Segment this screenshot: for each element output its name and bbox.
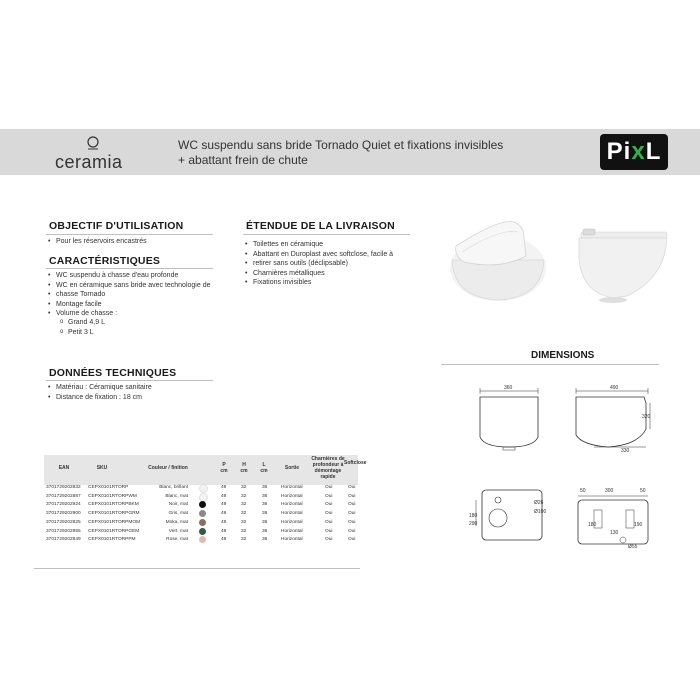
list-item: • WC en céramique sans bride avec technologie de xyxy=(46,281,221,291)
section-divider xyxy=(46,268,213,269)
table-cell-softclose: Oui xyxy=(348,537,356,543)
table-cell-sortie: Horizontal xyxy=(281,528,303,534)
col-header-sortie: Sortie xyxy=(284,465,300,471)
diagram-rear-view xyxy=(468,482,553,552)
section-title-objectif: OBJECTIF D'UTILISATION xyxy=(49,220,184,232)
dimensions-title: DIMENSIONS xyxy=(531,350,595,361)
table-cell-h: 32 xyxy=(241,519,247,525)
dim-label: 320 xyxy=(642,414,651,420)
table-cell-charnieres: Oui xyxy=(325,511,333,517)
table-cell-charnieres: Oui xyxy=(325,493,333,499)
table-cell-charnieres: Oui xyxy=(325,502,333,508)
list-item: • Montage facile xyxy=(46,300,221,310)
table-cell-h: 32 xyxy=(241,493,247,499)
table-cell-sortie: Horizontal xyxy=(281,537,303,543)
list-item: • Fixations invisibles xyxy=(243,278,413,288)
table-cell-softclose: Oui xyxy=(348,528,356,534)
dim-label: 180 xyxy=(469,513,478,519)
table-cell-l: 36 xyxy=(262,519,268,525)
table-cell-ean: 3701729202825 xyxy=(46,519,81,525)
table-cell-sku: CEPX0101RTORPWM xyxy=(88,493,137,499)
col-header-l-label: L xyxy=(262,462,266,468)
table-cell-softclose: Oui xyxy=(348,485,356,490)
table-cell-p: 49 xyxy=(221,528,227,534)
diagram-top-view xyxy=(568,482,658,552)
section-divider xyxy=(243,234,410,235)
table-cell-h: 32 xyxy=(241,528,247,534)
dim-label: 490 xyxy=(610,385,619,391)
color-swatch xyxy=(199,519,206,526)
list-item-text: retirer sans outils (déclipsable) xyxy=(253,260,348,267)
col-header-charnieres xyxy=(310,456,346,480)
table-cell-ean: 3701729202887 xyxy=(46,493,81,499)
color-swatch xyxy=(199,528,206,535)
dim-label: 130 xyxy=(610,530,619,536)
table-cell-couleur: Moka, mat xyxy=(165,519,188,525)
col-header-charnieres-line: profondeur à xyxy=(312,462,344,468)
table-cell-p: 49 xyxy=(221,485,227,490)
table-cell-sku: CEPX0101RTORPGRM xyxy=(88,511,140,517)
table-cell-couleur: Noir, mat xyxy=(168,502,188,508)
table-cell-couleur: Vert, mat xyxy=(168,528,188,534)
sub-list-item: o Petit 3 L xyxy=(46,328,216,338)
table-cell-ean: 3701729202955 xyxy=(46,528,81,534)
table-cell-couleur: Blanc, brillant xyxy=(159,485,188,490)
table-cell-l: 36 xyxy=(262,493,268,499)
table-cell-p: 49 xyxy=(221,493,227,499)
section-title-etendue: ÉTENDUE DE LA LIVRAISON xyxy=(246,220,395,232)
dim-label: Ø100 xyxy=(534,509,547,515)
col-header-softclose: Softclose xyxy=(344,460,367,466)
table-cell-l: 36 xyxy=(262,502,268,508)
list-item: • Pour les réservoirs encastrés xyxy=(46,237,216,247)
caracteristiques-list xyxy=(46,271,221,319)
color-swatch xyxy=(199,493,208,502)
table-cell-sku: CEPX0101RTORP xyxy=(88,485,129,490)
section-divider xyxy=(46,380,213,381)
section-divider xyxy=(46,234,213,235)
product-title-line2: + abattant frein de chute xyxy=(178,153,308,167)
table-cell-sortie: Horizontal xyxy=(281,519,303,525)
table-cell-couleur: Blanc, mat xyxy=(165,493,188,499)
table-cell-p: 49 xyxy=(221,537,227,543)
table-cell-l: 36 xyxy=(262,511,268,517)
color-swatch xyxy=(199,536,206,543)
table-cell-h: 32 xyxy=(241,511,247,517)
col-header-p-label: P xyxy=(222,462,226,468)
diagram-side-view xyxy=(568,383,658,455)
table-cell-ean: 3701729202849 xyxy=(46,537,81,543)
product-photo-angle xyxy=(440,210,555,305)
table-cell-sku: CEPX0101RTORPPM xyxy=(88,537,136,543)
table-bottom-rule xyxy=(34,568,360,569)
section-title-donnees: DONNÉES TECHNIQUES xyxy=(49,367,177,379)
table-cell-sku: CEPX0101RTORPBKM xyxy=(88,502,139,508)
product-photo-side xyxy=(573,218,673,308)
objectif-list xyxy=(46,237,216,247)
dim-label: 180 xyxy=(588,522,597,528)
list-item-continued xyxy=(46,290,221,300)
product-title-line1: WC suspendu sans bride Tornado Quiet et fixations invisibles xyxy=(178,138,504,152)
table-cell-charnieres: Oui xyxy=(325,485,333,490)
dim-label: 300 xyxy=(605,488,614,494)
dim-label: 330 xyxy=(621,448,630,454)
table-cell-sortie: Horizontal xyxy=(281,485,303,490)
dim-label: 290 xyxy=(469,521,478,527)
dim-label: 190 xyxy=(634,522,643,528)
col-header-ean: EAN xyxy=(58,465,70,471)
color-swatch xyxy=(199,510,206,517)
section-title-caracteristiques: CARACTÉRISTIQUES xyxy=(49,255,161,267)
dim-label: 50 xyxy=(580,488,586,494)
list-item: • Distance de fixation : 18 cm xyxy=(46,393,216,403)
section-divider xyxy=(441,364,659,365)
col-header-l-unit: cm xyxy=(260,468,268,474)
table-cell-couleur: Gris, mat xyxy=(168,511,188,517)
list-item: • Matériau : Céramique sanitaire xyxy=(46,383,216,393)
table-cell-l: 36 xyxy=(262,528,268,534)
col-header-h-label: H xyxy=(242,462,246,468)
list-item: • Charnières métalliques xyxy=(243,269,413,279)
table-cell-sortie: Horizontal xyxy=(281,511,303,517)
dim-label: Ø26 xyxy=(534,500,544,506)
etendue-list xyxy=(243,240,413,288)
table-cell-softclose: Oui xyxy=(348,519,356,525)
list-item-text: chasse Tornado xyxy=(56,291,106,298)
table-cell-sku: CEPX0101RTORPGEM xyxy=(88,528,140,534)
list-item: • Volume de chasse : xyxy=(46,309,221,319)
table-cell-softclose: Oui xyxy=(348,493,356,499)
brand-name: ceramia xyxy=(55,152,123,172)
table-cell-softclose: Oui xyxy=(348,502,356,508)
col-header-charnieres-line: démontage xyxy=(314,468,342,474)
table-cell-sortie: Horizontal xyxy=(281,493,303,499)
table-cell-softclose: Oui xyxy=(348,511,356,517)
table-cell-l: 36 xyxy=(262,537,268,543)
table-cell-p: 49 xyxy=(221,511,227,517)
list-item: • Abattant en Duroplast avec softclose, facile à xyxy=(243,250,413,260)
table-cell-h: 32 xyxy=(241,537,247,543)
table-cell-ean: 3701729202900 xyxy=(46,511,81,517)
color-swatch xyxy=(199,484,208,493)
table-cell-h: 32 xyxy=(241,485,247,490)
col-header-h xyxy=(238,462,250,474)
col-header-sku: SKU xyxy=(96,465,108,471)
table-cell-p: 49 xyxy=(221,502,227,508)
table-cell-charnieres: Oui xyxy=(325,519,333,525)
table-cell-h: 32 xyxy=(241,502,247,508)
table-cell-couleur: Rose, mat xyxy=(166,537,188,543)
table-cell-charnieres: Oui xyxy=(325,528,333,534)
table-cell-charnieres: Oui xyxy=(325,537,333,543)
col-header-p-unit: cm xyxy=(220,468,228,474)
caracteristiques-sublist xyxy=(46,318,216,337)
col-header-p xyxy=(218,462,230,474)
table-cell-p: 49 xyxy=(221,519,227,525)
dim-label: 50 xyxy=(640,488,646,494)
diagram-front-view xyxy=(470,383,550,455)
col-header-l xyxy=(258,462,270,474)
col-header-h-unit: cm xyxy=(240,468,248,474)
table-cell-ean: 3701729202924 xyxy=(46,502,81,508)
color-swatch xyxy=(199,501,206,508)
col-header-couleur: Couleur / finition xyxy=(148,465,188,471)
col-header-charnieres-line: Charnières de xyxy=(311,456,345,462)
col-header-charnieres-line: rapide xyxy=(320,474,336,480)
table-cell-ean: 3701729202832 xyxy=(46,485,81,490)
dim-label: 360 xyxy=(504,385,513,391)
dim-label: Ø55 xyxy=(628,544,638,550)
table-cell-sku: CEPX0101RTORPMOM xyxy=(88,519,141,525)
sub-list-item: o Grand 4,9 L xyxy=(46,318,216,328)
ceramia-logo-icon xyxy=(86,136,100,150)
table-cell-sortie: Horizontal xyxy=(281,502,303,508)
table-cell-l: 36 xyxy=(262,485,268,490)
pixl-logo: PixL xyxy=(600,134,668,170)
list-item-continued xyxy=(243,259,413,269)
list-item: • WC suspendu à chasse d'eau profonde xyxy=(46,271,221,281)
list-item: • Toilettes en céramique xyxy=(243,240,413,250)
donnees-list xyxy=(46,383,216,402)
